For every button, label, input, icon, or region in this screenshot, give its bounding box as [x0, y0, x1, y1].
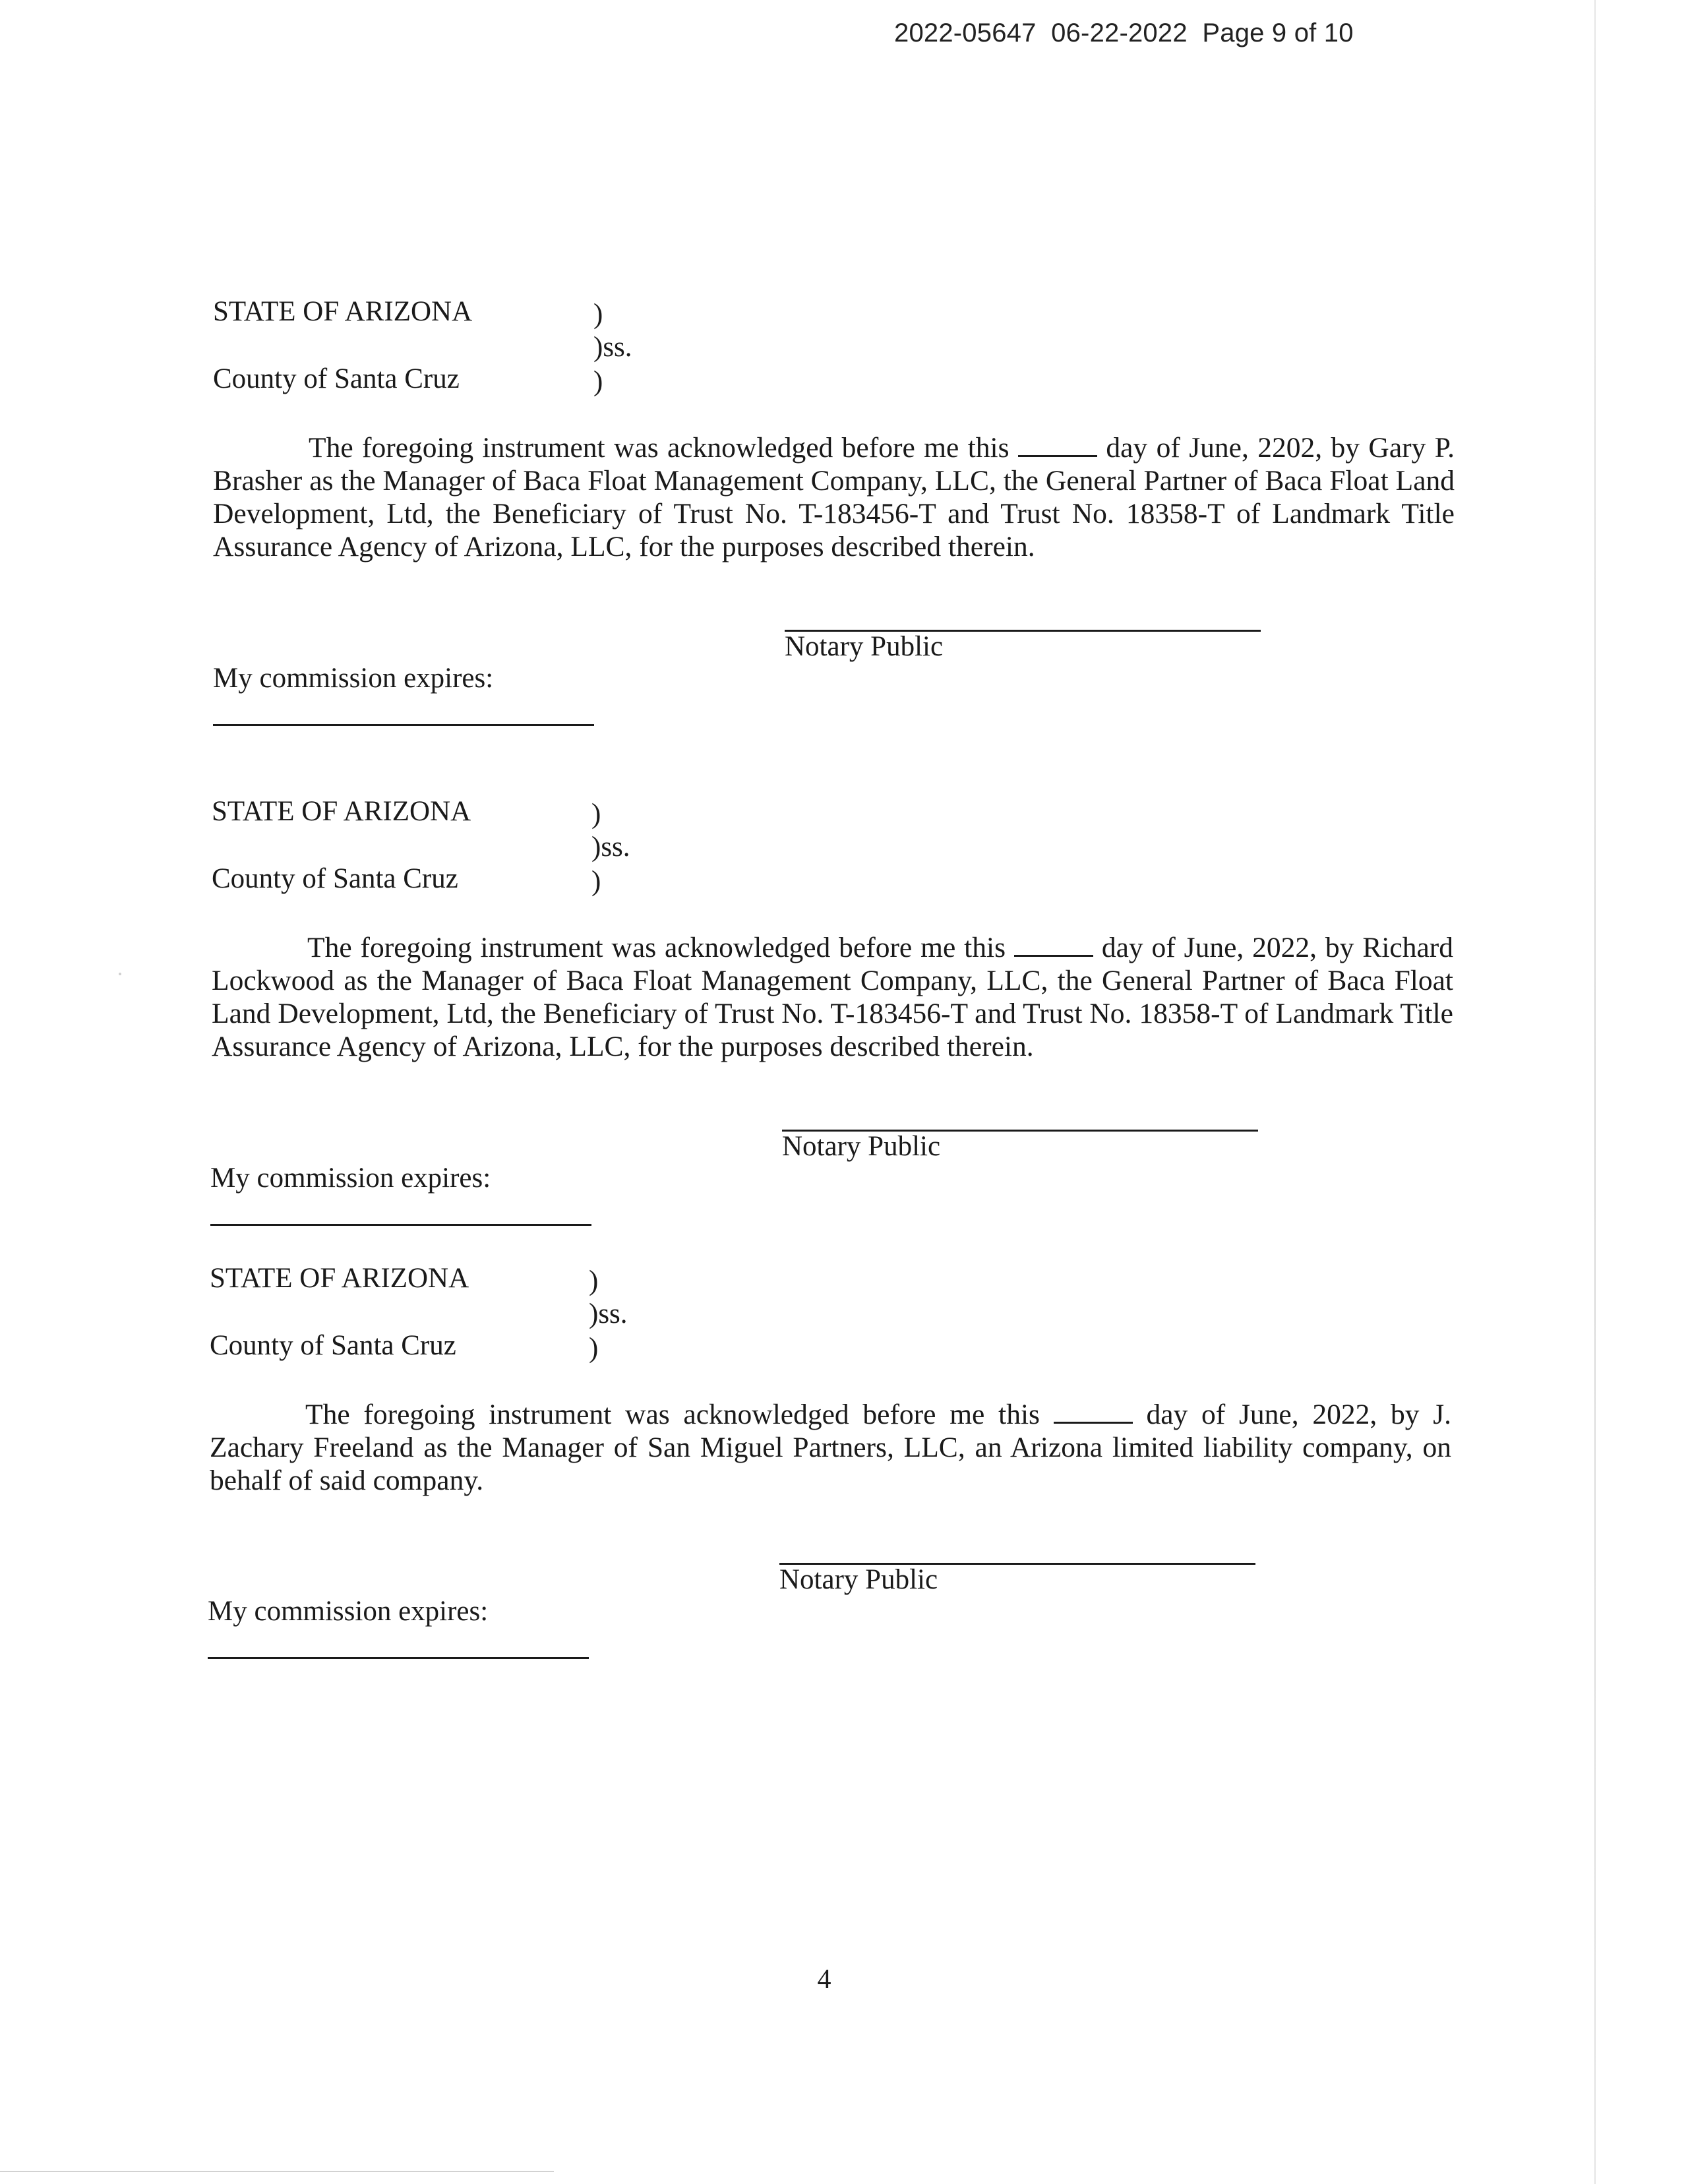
day-blank-line [1018, 433, 1097, 457]
acknowledgment-text-lead: The foregoing instrument was acknowledged before me this [305, 1399, 1040, 1430]
venue-paren-ss: )ss. [591, 832, 630, 863]
acknowledgment-paragraph [210, 1398, 1451, 1497]
acknowledgment-text-body: day of June, 2202, by Gary P. Brasher as the Manager of Baca Float Management Company, LLC, the General Partner of Baca Float Land Development, Ltd, the Beneficiary of Trust No. T-183456-T and Trust No. 18358-T of Landmark Title Assurance Agency of Arizona, LLC, for the purposes described therein. [213, 432, 1455, 562]
day-blank-line [1054, 1399, 1133, 1424]
venue-county: County of Santa Cruz [213, 363, 460, 394]
acknowledgment-text-body: day of June, 2022, by J. Zachary Freeland as the Manager of San Miguel Partners, LLC, an Arizona limited liability company, on behalf of said company. [210, 1399, 1452, 1496]
venue-state: STATE OF ARIZONA [210, 1263, 469, 1294]
acknowledgment-text-body: day of June, 2022, by Richard Lockwood as the Manager of Baca Float Management Company, LLC, the General Partner of Baca Float Land Development, Ltd, the Beneficiary of Trust No. T-183456-T and Trust No. 18358-T of Landmark Title Assurance Agency of Arizona, LLC, for the purposes described therein. [212, 932, 1454, 1062]
commission-expiry-line [213, 724, 594, 726]
acknowledgment-text-lead: The foregoing instrument was acknowledged before me this [307, 932, 1006, 963]
notary-public-label: Notary Public [785, 631, 944, 662]
venue-state: STATE OF ARIZONA [213, 296, 473, 327]
commission-expires-label: My commission expires: [208, 1596, 489, 1627]
venue-paren-ss: )ss. [589, 1298, 628, 1329]
venue-paren-bottom: ) [589, 1333, 599, 1364]
acknowledgment-paragraph [213, 431, 1455, 563]
venue-paren-top: ) [593, 299, 603, 330]
venue-paren-bottom: ) [591, 866, 601, 897]
commission-expires-label: My commission expires: [213, 663, 494, 694]
venue-paren-bottom: ) [593, 366, 603, 397]
venue-county: County of Santa Cruz [210, 1330, 456, 1361]
venue-paren-top: ) [589, 1265, 599, 1296]
page-number: 4 [817, 1964, 831, 1995]
scan-edge-bottom [0, 2171, 554, 2172]
scan-speck [119, 973, 121, 975]
notary-public-label: Notary Public [779, 1564, 938, 1595]
venue-county: County of Santa Cruz [212, 863, 458, 894]
venue-paren-ss: )ss. [593, 332, 632, 363]
notary-public-label: Notary Public [782, 1131, 941, 1162]
commission-expiry-line [208, 1657, 589, 1659]
venue-paren-top: ) [591, 799, 601, 830]
day-blank-line [1014, 932, 1093, 957]
commission-expiry-line [210, 1224, 591, 1226]
venue-state: STATE OF ARIZONA [212, 796, 471, 827]
commission-expires-label: My commission expires: [210, 1163, 491, 1194]
acknowledgment-text-lead: The foregoing instrument was acknowledged before me this [309, 432, 1010, 464]
acknowledgment-paragraph [212, 931, 1453, 1063]
recording-stamp: 2022-05647 06-22-2022 Page 9 of 10 [894, 18, 1354, 47]
scan-edge-right [1594, 0, 1596, 2184]
